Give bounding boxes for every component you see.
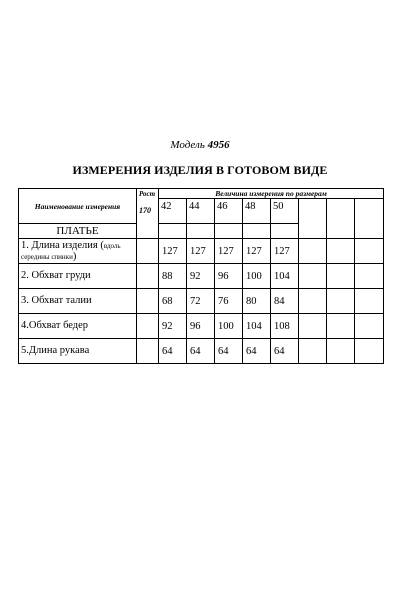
size-cell [299, 199, 327, 239]
value-cell: 127 [271, 239, 299, 264]
value-cell: 76 [215, 289, 243, 314]
table-row [19, 289, 384, 314]
empty-cell [271, 224, 299, 239]
section-label: ПЛАТЬЕ [19, 224, 137, 239]
value-cell: 64 [271, 339, 299, 364]
value-cell: 100 [215, 314, 243, 339]
value-cell: 104 [271, 264, 299, 289]
value-cell: 68 [159, 289, 187, 314]
value-cell [355, 314, 384, 339]
value-cell [299, 264, 327, 289]
value-cell [355, 239, 384, 264]
name-column-header: Наименование измерения [19, 189, 137, 224]
header-row [19, 189, 384, 199]
value-cell: 84 [271, 289, 299, 314]
measurements-table [18, 188, 384, 364]
value-cell: 64 [243, 339, 271, 364]
value-cell: 88 [159, 264, 187, 289]
value-cell: 108 [271, 314, 299, 339]
size-cell: 46 [215, 199, 243, 224]
row-label: 3. Обхват талии [19, 289, 137, 314]
value-cell: 64 [215, 339, 243, 364]
empty-cell [243, 224, 271, 239]
value-cell [299, 289, 327, 314]
size-cell [327, 199, 355, 239]
value-cell [299, 314, 327, 339]
values-header: Величина измерения по размерам [159, 189, 384, 199]
value-cell [327, 314, 355, 339]
value-cell: 64 [187, 339, 215, 364]
value-cell: 127 [187, 239, 215, 264]
row-label: 4.Обхват бедер [19, 314, 137, 339]
size-cell: 48 [243, 199, 271, 224]
model-number: 4956 [207, 139, 230, 151]
value-cell: 72 [187, 289, 215, 314]
value-cell: 96 [215, 264, 243, 289]
size-cell: 42 [159, 199, 187, 224]
row-label: 5.Длина рукава [19, 339, 137, 364]
height-value: 170 [139, 206, 151, 215]
model-line [0, 139, 400, 151]
value-cell [355, 289, 384, 314]
value-cell: 127 [159, 239, 187, 264]
empty-cell [159, 224, 187, 239]
height-column-header [137, 189, 159, 239]
table-row [19, 239, 384, 264]
table-row [19, 314, 384, 339]
value-cell [327, 339, 355, 364]
value-cell [327, 239, 355, 264]
size-cell-empty [355, 199, 384, 239]
value-cell: 64 [159, 339, 187, 364]
value-cell [327, 264, 355, 289]
value-cell [355, 264, 384, 289]
size-cell: 44 [187, 199, 215, 224]
value-cell: 92 [159, 314, 187, 339]
value-cell [299, 339, 327, 364]
value-cell: 96 [187, 314, 215, 339]
value-cell: 100 [243, 264, 271, 289]
table-row [19, 339, 384, 364]
height-cell [137, 314, 159, 339]
empty-cell [187, 224, 215, 239]
row-note: вдоль середины спинки [21, 241, 121, 261]
value-cell: 127 [243, 239, 271, 264]
height-cell [137, 289, 159, 314]
value-cell [299, 239, 327, 264]
row-label: 2. Обхват груди [19, 264, 137, 289]
value-cell: 127 [215, 239, 243, 264]
value-cell: 92 [187, 264, 215, 289]
size-cell: 50 [271, 199, 299, 224]
height-cell [137, 339, 159, 364]
height-label: Рост [139, 190, 156, 198]
value-cell [327, 289, 355, 314]
value-cell: 104 [243, 314, 271, 339]
page-title: ИЗМЕРЕНИЯ ИЗДЕЛИЯ В ГОТОВОМ ВИДЕ [72, 163, 328, 177]
height-cell [137, 239, 159, 264]
row-label: 1. Длина изделия (вдоль середины спинки) [19, 239, 137, 264]
value-cell: 80 [243, 289, 271, 314]
height-cell [137, 264, 159, 289]
model-label: Модель [170, 139, 205, 151]
table-row [19, 264, 384, 289]
empty-cell [215, 224, 243, 239]
value-cell [355, 339, 384, 364]
